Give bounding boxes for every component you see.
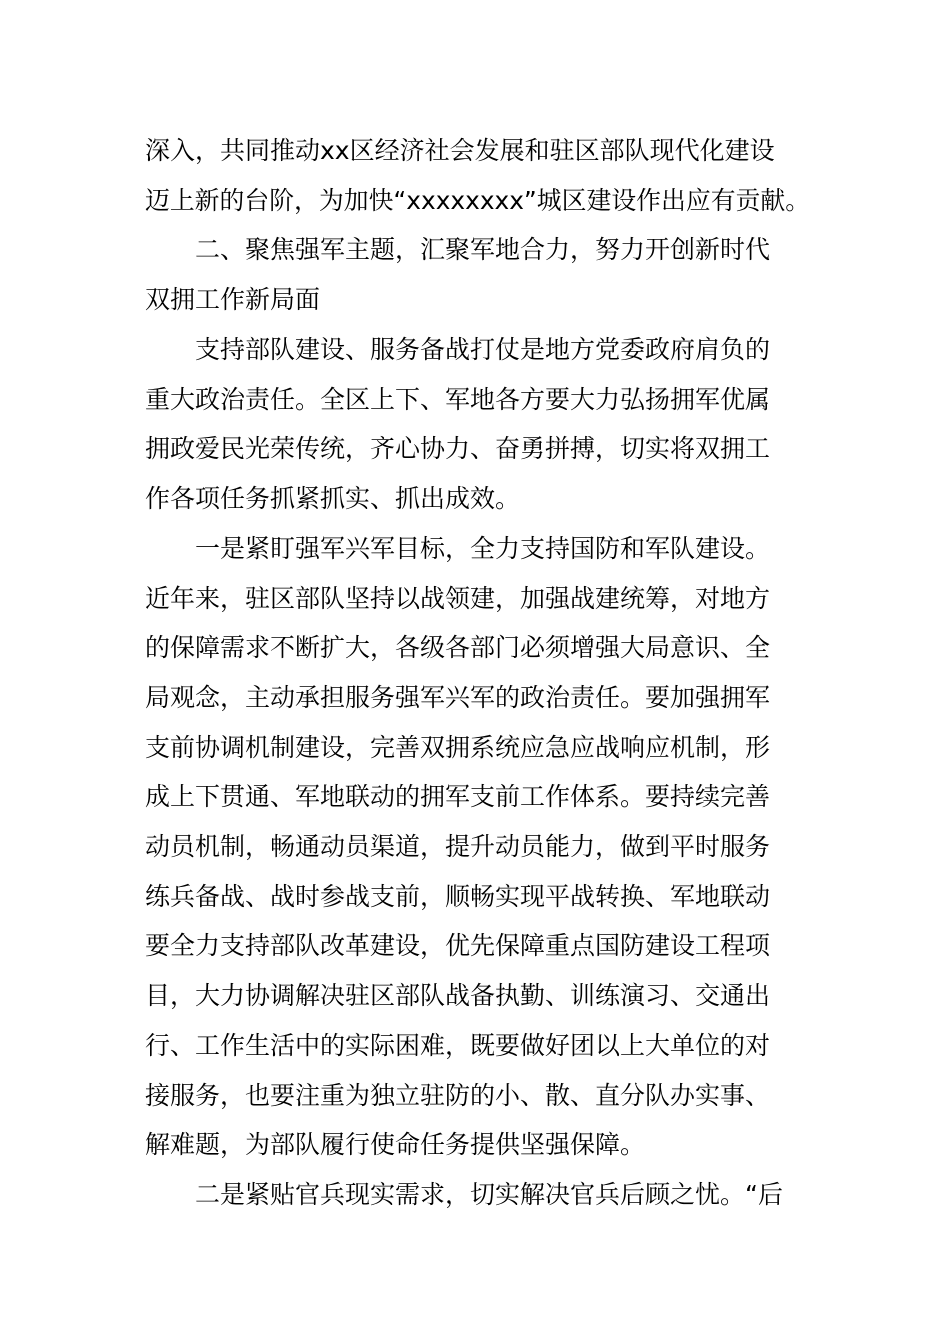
section-heading-line: 双拥工作新局面 [145, 285, 321, 314]
section-heading-line: 二、聚焦强军主题，汇聚军地合力，努力开创新时代 [195, 235, 771, 264]
text-line: 深入，共同推动xx区经济社会发展和驻区部队现代化建设 [145, 136, 775, 165]
text-line: 要全力支持部队改革建设，优先保障重点国防建设工程项 [145, 931, 771, 960]
text-line: 练兵备战、战时参战支前，顺畅实现平战转换、军地联动 [145, 882, 771, 911]
paragraph-first-line: 支持部队建设、服务备战打仗是地方党委政府肩负的 [195, 335, 771, 364]
text-line: 接服务，也要注重为独立驻防的小、散、直分队办实事、 [145, 1081, 771, 1110]
text-line: 局观念，主动承担服务强军兴军的政治责任。要加强拥军 [145, 683, 771, 712]
text-line: 的保障需求不断扩大，各级各部门必须增强大局意识、全 [145, 633, 771, 662]
text-line: 目，大力协调解决驻区部队战备执勤、训练演习、交通出 [145, 981, 771, 1010]
text-line: 成上下贯通、军地联动的拥军支前工作体系。要持续完善 [145, 782, 771, 811]
text-line: 迈上新的台阶，为加快“xxxxxxxx”城区建设作出应有贡献。 [145, 186, 811, 215]
text-line: 近年来，驻区部队坚持以战领建，加强战建统筹，对地方 [145, 584, 771, 613]
text-line: 解难题，为部队履行使命任务提供坚强保障。 [145, 1130, 646, 1159]
text-line: 重大政治责任。全区上下、军地各方要大力弘扬拥军优属 [145, 385, 771, 414]
paragraph-first-line: 一是紧盯强军兴军目标，全力支持国防和军队建设。 [195, 534, 771, 563]
text-line: 作各项任务抓紧抓实、抓出成效。 [145, 484, 521, 513]
text-line: 动员机制，畅通动员渠道，提升动员能力，做到平时服务 [145, 832, 771, 861]
text-line: 行、工作生活中的实际困难，既要做好团以上大单位的对 [145, 1031, 771, 1060]
text-line: 支前协调机制建设，完善双拥系统应急应战响应机制，形 [145, 733, 771, 762]
paragraph-first-line: 二是紧贴官兵现实需求，切实解决官兵后顾之忧。“后 [195, 1180, 783, 1209]
text-line: 拥政爱民光荣传统，齐心协力、奋勇拼搏，切实将双拥工 [145, 434, 771, 463]
